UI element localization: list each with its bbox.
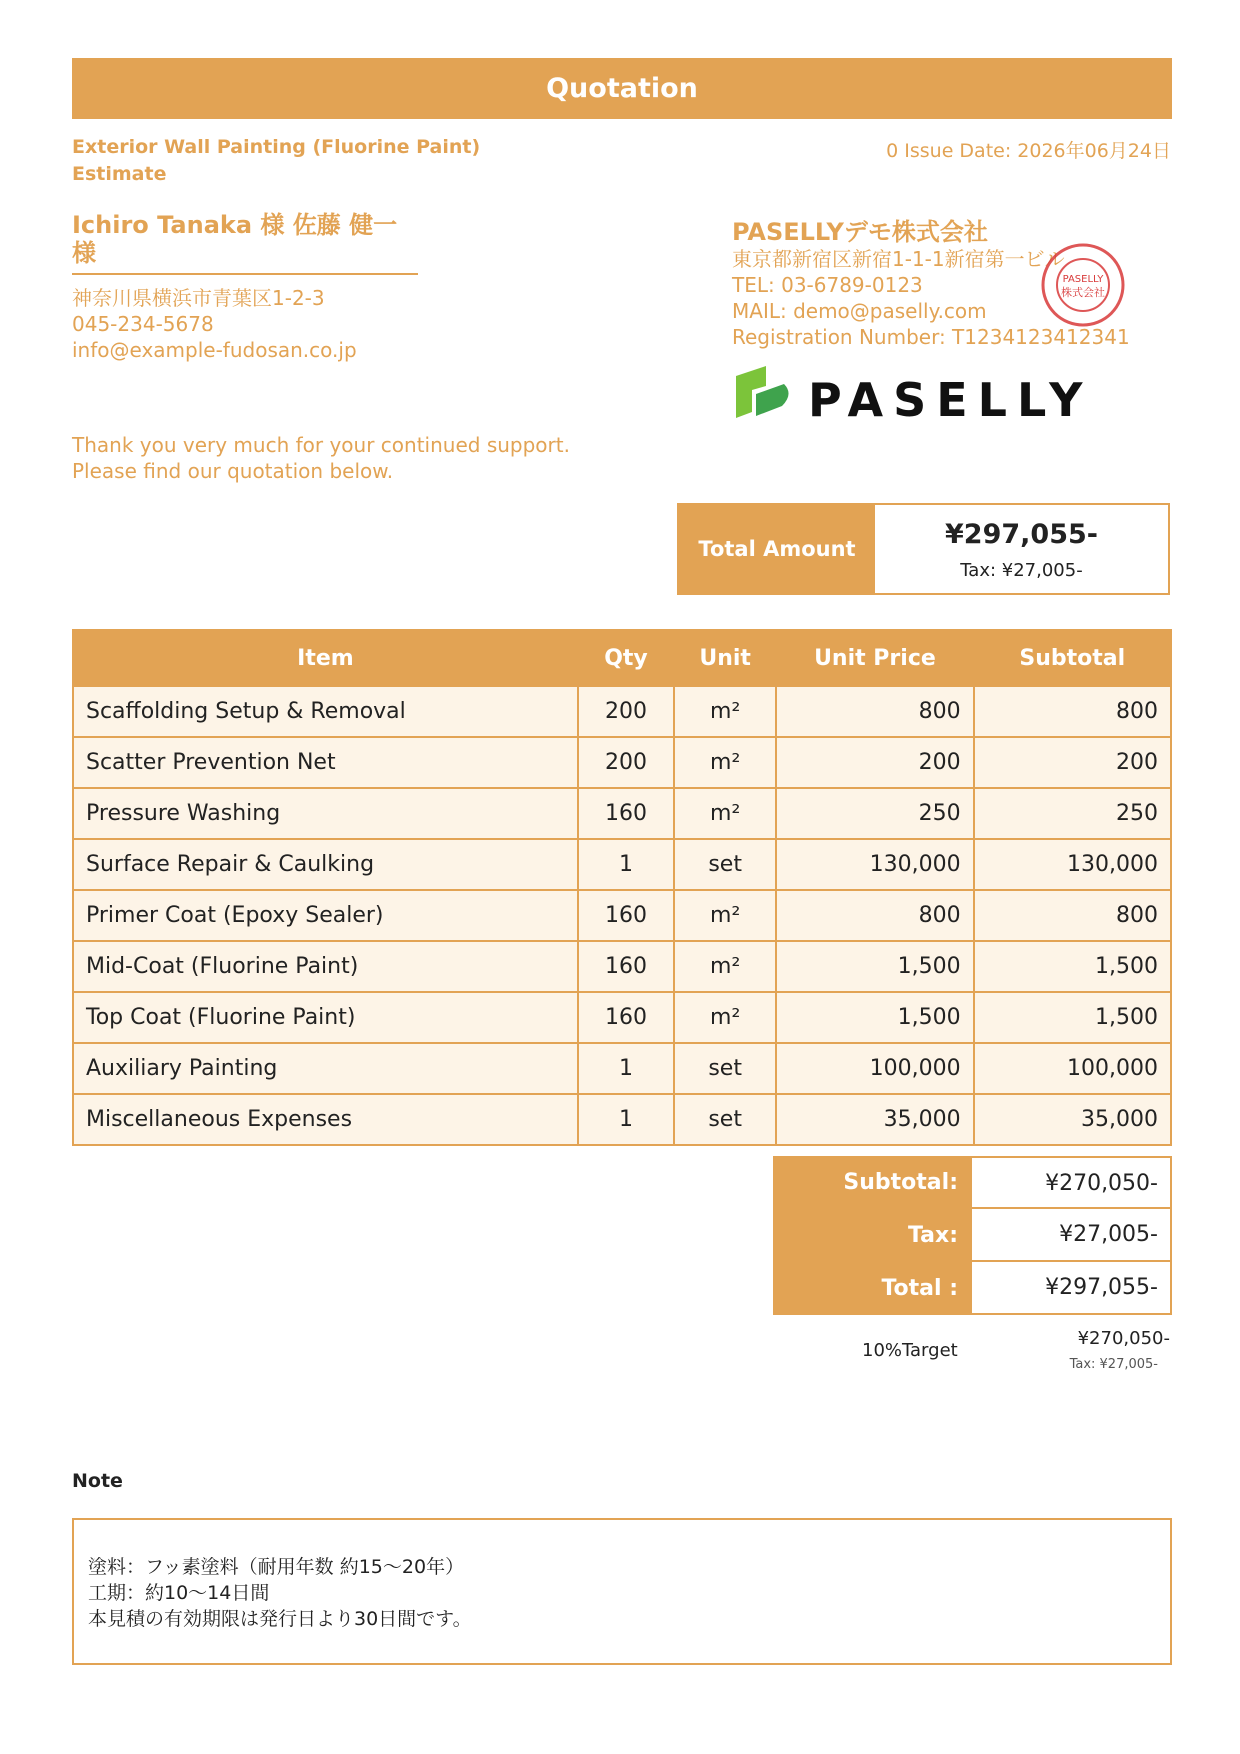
tax-target-label: 10%Target: [862, 1340, 958, 1361]
item-name: Scatter Prevention Net: [73, 737, 578, 788]
item-name: Primer Coat (Epoxy Sealer): [73, 890, 578, 941]
total-amount: ¥297,055-: [945, 519, 1098, 550]
summary-subtotal-row: [773, 1156, 1172, 1209]
item-qty: 1: [578, 1094, 674, 1145]
svg-text:PASELLY: PASELLY: [1062, 274, 1104, 285]
table-row: [73, 737, 1171, 788]
item-unit-price: 800: [776, 890, 973, 941]
item-unit: m²: [674, 737, 776, 788]
document-title: Quotation: [72, 58, 1172, 119]
total-amount-tax: Tax: ¥27,005-: [960, 560, 1083, 581]
summary-subtotal-label: Subtotal:: [773, 1156, 970, 1209]
summary-tax-value: ¥27,005-: [970, 1209, 1172, 1262]
item-subtotal: 130,000: [974, 839, 1171, 890]
summary-block: [773, 1156, 1172, 1315]
table-row: [73, 890, 1171, 941]
item-subtotal: 200: [974, 737, 1171, 788]
table-row: [73, 1094, 1171, 1145]
item-name: Scaffolding Setup & Removal: [73, 686, 578, 737]
item-unit: m²: [674, 890, 776, 941]
greeting-line-2: Please find our quotation below.: [72, 459, 394, 483]
header-qty: Qty: [578, 630, 674, 686]
header-unit-price: Unit Price: [776, 630, 973, 686]
item-unit: m²: [674, 686, 776, 737]
item-unit-price: 35,000: [776, 1094, 973, 1145]
client-info: [72, 285, 357, 363]
item-qty: 1: [578, 1043, 674, 1094]
header-subtotal: Subtotal: [974, 630, 1171, 686]
item-subtotal: 1,500: [974, 941, 1171, 992]
item-qty: 160: [578, 941, 674, 992]
table-row: [73, 992, 1171, 1043]
item-unit: set: [674, 1094, 776, 1145]
summary-tax-label: Tax:: [773, 1209, 970, 1262]
table-row: [73, 1043, 1171, 1094]
item-name: Mid-Coat (Fluorine Paint): [73, 941, 578, 992]
item-subtotal: 800: [974, 890, 1171, 941]
tax-target-tax: Tax: ¥27,005-: [1069, 1357, 1158, 1372]
total-amount-box: [677, 503, 1170, 595]
item-name: Auxiliary Painting: [73, 1043, 578, 1094]
company-seal-stamp: [1040, 242, 1126, 328]
summary-tax-row: [773, 1209, 1172, 1262]
summary-total-label: Total :: [773, 1262, 970, 1315]
line-items-table: [72, 629, 1172, 1146]
item-name: Surface Repair & Caulking: [73, 839, 578, 890]
item-qty: 160: [578, 992, 674, 1043]
summary-total-value: ¥297,055-: [970, 1262, 1172, 1315]
table-row: [73, 686, 1171, 737]
client-name: Ichiro Tanaka 様 佐藤 健一 様: [72, 211, 418, 275]
item-unit: set: [674, 1043, 776, 1094]
header-unit: Unit: [674, 630, 776, 686]
item-unit: m²: [674, 941, 776, 992]
company-registration: Registration Number: T1234123412341: [732, 325, 1130, 349]
item-subtotal: 35,000: [974, 1094, 1171, 1145]
summary-subtotal-value: ¥270,050-: [970, 1156, 1172, 1209]
item-unit-price: 1,500: [776, 992, 973, 1043]
item-unit: m²: [674, 788, 776, 839]
item-unit-price: 250: [776, 788, 973, 839]
note-label: Note: [72, 1470, 123, 1492]
tax-target-amount: ¥270,050-: [1077, 1328, 1170, 1349]
header-item: Item: [73, 630, 578, 686]
total-amount-value: [875, 505, 1168, 593]
item-unit-price: 800: [776, 686, 973, 737]
greeting-line-1: Thank you very much for your continued support.: [72, 433, 570, 457]
note-box: 塗料：フッ素塗料（耐用年数 約15〜20年） 工期：約10〜14日間 本見積の有効期限は発行日より30日間です。: [72, 1518, 1172, 1665]
table-row: [73, 839, 1171, 890]
quotation-subject: [72, 134, 480, 188]
item-qty: 160: [578, 890, 674, 941]
subject-line-2: Estimate: [72, 163, 167, 185]
table-header-row: [73, 630, 1171, 686]
item-unit-price: 100,000: [776, 1043, 973, 1094]
item-unit-price: 130,000: [776, 839, 973, 890]
company-name: PASELLYデモ株式会社: [732, 218, 988, 246]
summary-total-row: [773, 1262, 1172, 1315]
company-address: 東京都新宿区新宿1-1-1新宿第一ビル: [732, 247, 1065, 271]
item-subtotal: 800: [974, 686, 1171, 737]
item-qty: 200: [578, 686, 674, 737]
item-unit-price: 200: [776, 737, 973, 788]
item-qty: 200: [578, 737, 674, 788]
client-tel: 045-234-5678: [72, 312, 214, 336]
item-unit: set: [674, 839, 776, 890]
item-name: Top Coat (Fluorine Paint): [73, 992, 578, 1043]
table-row: [73, 941, 1171, 992]
item-subtotal: 1,500: [974, 992, 1171, 1043]
item-name: Pressure Washing: [73, 788, 578, 839]
total-amount-label: Total Amount: [679, 505, 875, 593]
item-unit: m²: [674, 992, 776, 1043]
client-email: info@example-fudosan.co.jp: [72, 338, 357, 362]
svg-text:PASELLY: PASELLY: [808, 373, 1093, 427]
item-qty: 160: [578, 788, 674, 839]
greeting: [72, 432, 570, 484]
item-unit-price: 1,500: [776, 941, 973, 992]
company-mail: MAIL: demo@paselly.com: [732, 299, 987, 323]
svg-text:株式会社: 株式会社: [1061, 286, 1105, 299]
table-row: [73, 788, 1171, 839]
client-address: 神奈川県横浜市青葉区1-2-3: [72, 286, 325, 310]
item-subtotal: 250: [974, 788, 1171, 839]
item-name: Miscellaneous Expenses: [73, 1094, 578, 1145]
issue-date: 0 Issue Date: 2026年06月24日: [886, 140, 1171, 162]
company-tel: TEL: 03-6789-0123: [732, 273, 923, 297]
company-logo: [732, 366, 1093, 432]
subject-line-1: Exterior Wall Painting (Fluorine Paint): [72, 136, 481, 158]
item-subtotal: 100,000: [974, 1043, 1171, 1094]
item-qty: 1: [578, 839, 674, 890]
